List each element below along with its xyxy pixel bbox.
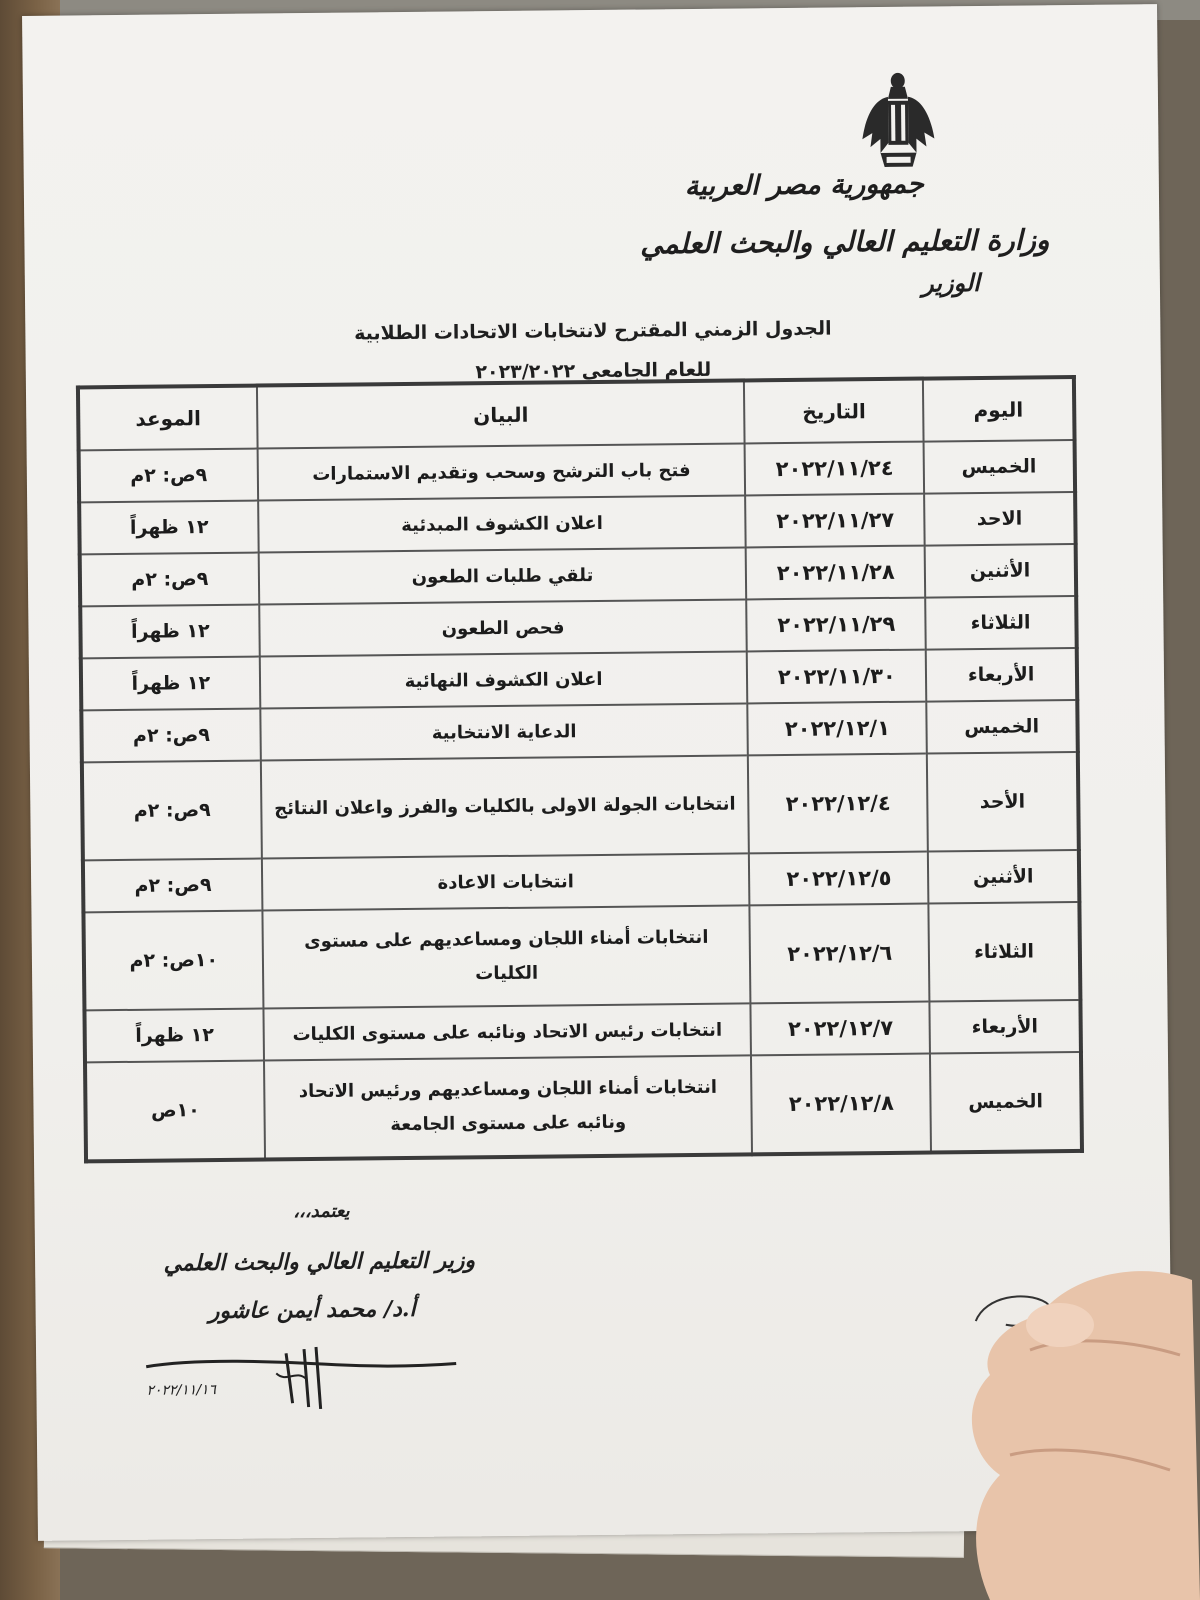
cell-day: الأثنين	[925, 544, 1076, 598]
cell-time: ١٢ ظهراً	[81, 657, 260, 711]
cell-description: تلقي طلبات الطعون	[258, 547, 746, 604]
signature-date: ٢٠٢٢/١١/١٦	[146, 1382, 217, 1399]
table-row	[85, 1052, 1082, 1161]
cell-day: الأثنين	[928, 850, 1079, 904]
minister-label: الوزير	[921, 267, 981, 298]
cell-time: ٩ص: ٢م	[82, 761, 262, 861]
cell-date: ٢٠٢٢/١١/٣٠	[747, 650, 926, 704]
ministry-name: وزارة التعليم العالي والبحث العلمي	[639, 223, 1050, 261]
header-description: البيان	[257, 380, 745, 448]
cell-time: ٩ص: ٢م	[80, 553, 259, 607]
election-schedule-table	[76, 375, 1084, 1163]
cell-time: ١٠ص	[85, 1061, 265, 1162]
cell-time: ٩ص: ٢م	[79, 449, 258, 503]
cell-time: ٩ص: ٢م	[81, 709, 260, 763]
cell-day: الثلاثاء	[925, 596, 1076, 650]
cell-day: الأحد	[927, 752, 1079, 852]
cell-date: ٢٠٢٢/١١/٢٩	[747, 598, 926, 652]
cell-date: ٢٠٢٢/١٢/١	[748, 702, 927, 756]
cell-date: ٢٠٢٢/١٢/٨	[751, 1054, 931, 1155]
cell-day: الخميس	[924, 440, 1075, 494]
cell-day: الأربعاء	[930, 1000, 1081, 1054]
cell-date: ٢٠٢٢/١١/٢٧	[746, 494, 925, 548]
cell-time: ١٢ ظهراً	[84, 1009, 263, 1063]
cell-description: انتخابات أمناء اللجان ومساعديهم ورئيس الاتحاد ونائبه على مستوى الجامعة	[264, 1055, 753, 1159]
cell-description: اعلان الكشوف النهائية	[260, 651, 748, 708]
cell-description: فحص الطعون	[259, 599, 747, 656]
cell-day: الأربعاء	[926, 648, 1077, 702]
approval-label: يعتمد،،،	[293, 1200, 350, 1223]
cell-time: ١٢ ظهراً	[79, 501, 258, 555]
cell-description: فتح باب الترشح وسحب وتقديم الاستمارات	[257, 443, 745, 500]
header-time: الموعد	[78, 386, 257, 451]
table-row	[83, 902, 1080, 1010]
cell-day: الثلاثاء	[929, 902, 1081, 1002]
header-day: اليوم	[923, 377, 1074, 442]
approver-name: أ.د/ محمد أيمن عاشور	[208, 1295, 416, 1325]
cell-description: اعلان الكشوف المبدئية	[258, 495, 746, 552]
document-subtitle: للعام الجامعي ٢٠٢٣/٢٠٢٢	[475, 358, 712, 384]
cell-day: الخميس	[930, 1052, 1082, 1153]
document-title: الجدول الزمني المقترح لانتخابات الاتحادات الطلابية	[354, 317, 832, 345]
cell-description: انتخابات الاعادة	[262, 853, 750, 910]
cell-date: ٢٠٢٢/١١/٢٤	[745, 442, 924, 496]
cell-time: ١٠ص: ٢م	[83, 911, 263, 1011]
cell-date: ٢٠٢٢/١٢/٤	[748, 754, 928, 854]
cell-day: الاحد	[924, 492, 1075, 546]
header-date: التاريخ	[744, 379, 923, 444]
cell-description: انتخابات رئيس الاتحاد ونائبه على مستوى الكليات	[263, 1003, 751, 1060]
cell-description: انتخابات الجولة الاولى بالكليات والفرز واعلان النتائج	[261, 755, 750, 858]
hand-holding-paper-icon	[930, 1255, 1200, 1600]
cell-date: ٢٠٢٢/١٢/٧	[751, 1002, 930, 1056]
cell-description: الدعاية الانتخابية	[260, 703, 748, 760]
table-header-row	[78, 377, 1075, 450]
table-row	[82, 752, 1079, 860]
cell-day: الخميس	[927, 700, 1078, 754]
approver-position: وزير التعليم العالي والبحث العلمي	[163, 1247, 476, 1277]
cell-date: ٢٠٢٢/١١/٢٨	[746, 546, 925, 600]
cell-description: انتخابات أمناء اللجان ومساعديهم على مستوى الكليات	[262, 905, 751, 1008]
cell-time: ٩ص: ٢م	[83, 859, 262, 913]
country-name: جمهورية مصر العربية	[684, 168, 925, 203]
egypt-eagle-emblem-icon	[858, 68, 939, 175]
cell-date: ٢٠٢٢/١٢/٥	[749, 852, 928, 906]
cell-time: ١٢ ظهراً	[80, 605, 259, 659]
cell-date: ٢٠٢٢/١٢/٦	[750, 904, 930, 1004]
